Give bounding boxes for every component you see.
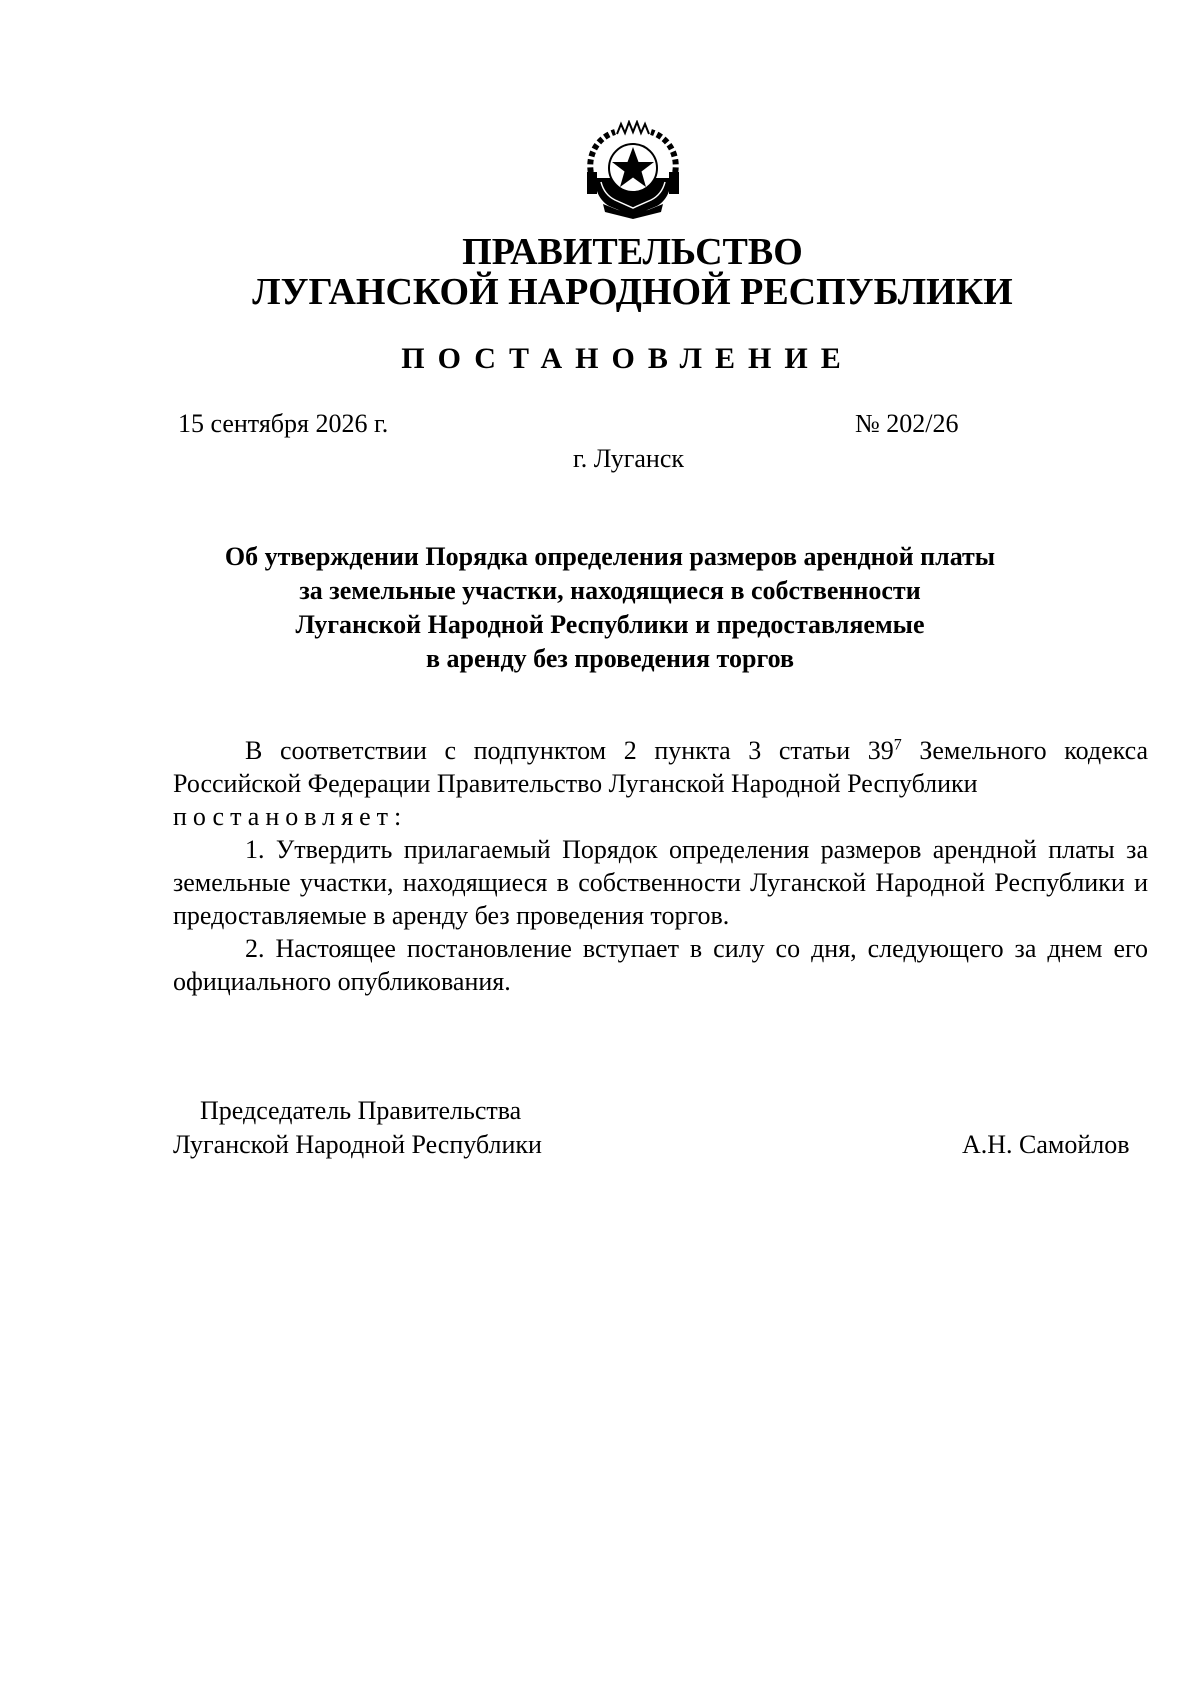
signatory-position-line2: Луганской Народной Республики [173,1130,542,1159]
document-type-heading: ПОСТАНОВЛЕНИЕ [401,342,854,375]
coat-of-arms-emblem-icon [573,120,693,220]
article-superscript: 7 [893,736,902,754]
intro-paragraph [173,734,1148,800]
intro-text-continued: Земельного кодекса Российской Федерации Правительство Луганской Народной Республики [173,736,1148,798]
subject-line: за земельные участки, находящиеся в собственности [299,576,921,605]
document-date: 15 сентября 2026 г. [178,409,389,438]
intro-text: В соответствии с подпунктом 2 пункта 3 статьи 39 [245,736,894,765]
decree-paragraph [173,800,1148,833]
signatory-name: А.Н. Самойлов [962,1130,1130,1159]
subject-line: в аренду без проведения торгов [425,644,794,673]
subject-line: Луганской Народной Республики и предоставляемые [295,610,925,639]
signatory-position-line1: Председатель Правительства [200,1096,522,1125]
signatory-position [173,1094,542,1162]
document-subject [0,540,1200,676]
government-title-line2: ЛУГАНСКОЙ НАРОДНОЙ РЕСПУБЛИКИ [252,271,1013,313]
item-2-paragraph: 2. Настоящее постановление вступает в силу со дня, следующего за днем его официального опубликования. [173,934,1148,996]
document-body [173,734,1148,998]
subject-line: Об утверждении Порядка определения размеров арендной платы [224,542,996,571]
decree-word: постановляет: [173,802,408,831]
government-title-line1: ПРАВИТЕЛЬСТВО [462,231,803,273]
item-1-paragraph: 1. Утвердить прилагаемый Порядок определения размеров арендной платы за земельные участки, находящиеся в собственности Луганской Народной Республики и предоставляемые в аренду без проведения торгов. [173,835,1148,930]
document-city: г. Луганск [572,444,684,473]
document-number: № 202/26 [855,409,959,438]
